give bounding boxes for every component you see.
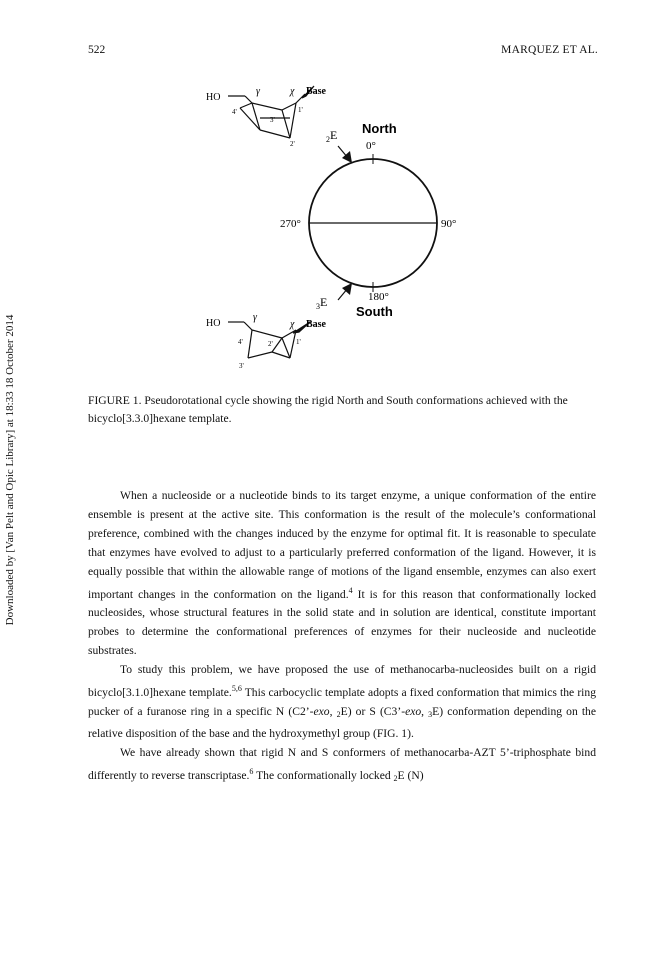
body-text (88, 487, 596, 789)
angle-270-label: 270° (280, 218, 301, 230)
north-base: Base (306, 86, 326, 97)
south-label: South (356, 304, 393, 319)
paragraph-2-text-b: This carbocyclic template adopts a fixed conformation that mimics the ring pucker of a furanose ring in a specific N (C2’- (88, 686, 596, 718)
angle-90-label: 90° (441, 218, 457, 230)
paragraph-2-exo-2: exo (405, 704, 422, 718)
paragraph-1-text-b: It is for this reason that conformationally locked nucleosides, whose structural features in the solid state and in solution are identical, constitute important probes to determine the conformational preferences of enzymes for their nucleoside and nucleotide substrates. (88, 587, 596, 658)
north-pucker-label (326, 128, 337, 144)
paragraph-3 (88, 744, 596, 789)
paragraph-2-text-e: , (421, 704, 429, 718)
south-c2: 2' (268, 340, 273, 348)
north-chi: χ (290, 86, 295, 97)
north-c2: 2' (290, 140, 295, 148)
paragraph-1-ref: 4 (348, 585, 353, 595)
angle-0-label: 0° (366, 140, 376, 152)
paragraph-2-text-d: E) or S (C3’- (340, 704, 406, 718)
south-pucker-label (316, 295, 327, 311)
south-c3: 3' (239, 362, 244, 370)
paragraph-2-sub-2: 3 (428, 709, 433, 719)
north-c4: 4' (232, 108, 237, 116)
paragraph-1 (88, 487, 596, 661)
page-number: 522 (88, 44, 106, 56)
south-arrow (338, 283, 352, 300)
paragraph-1-text-a: When a nucleoside or a nucleotide binds to its target enzyme, a unique conformation of the entire ensemble is present at the active site. This conformation is the result of the molecule’s conformational preference, combined with the changes induced by the enzyme for optimal fit. It is reasonable to speculate that enzymes have evolved to adjust to a particularly preferred conformation of the ligand. However, it is equally possible that within the allowable range of motions of the ligand ensemble, enzymes can also exert important changes in the conformation on the ligand. (88, 489, 596, 601)
north-arrow (338, 146, 352, 163)
paragraph-2 (88, 661, 596, 744)
paragraph-3-ref: 6 (249, 766, 254, 776)
south-pucker-text: $_3$E (316, 295, 328, 311)
paragraph-3-text-b: The conformationally locked (253, 768, 394, 782)
figure-caption: FIGURE 1. Pseudorotational cycle showing the rigid North and South conformations achieved with the bicyclo[3.3.0]hexane template. (88, 394, 568, 425)
north-ho: HO (206, 92, 221, 103)
paragraph-2-text-f: E) conformation depending on the relative disposition of the base and the hydroxymethyl group (FIG. 1). (88, 704, 596, 740)
paragraph-2-text-c: , (329, 704, 337, 718)
north-label: North (362, 121, 397, 136)
paragraph-2-exo-1: exo (313, 704, 330, 718)
north-pucker-text: $_2$E (326, 128, 338, 144)
south-c1: 1' (296, 338, 301, 346)
north-c3: 3' (270, 116, 275, 124)
south-gamma: γ (253, 312, 257, 323)
south-c4: 4' (238, 338, 243, 346)
south-ho: HO (206, 318, 221, 329)
paragraph-3-sub: 2 (393, 773, 398, 783)
north-c1: 1' (298, 106, 303, 114)
angle-180-label: 180° (368, 291, 389, 303)
south-base: Base (306, 319, 326, 330)
north-gamma: γ (256, 86, 260, 97)
paragraph-3-text-c: E (N) (397, 768, 424, 782)
paragraph-2-text-a: To study this problem, we have proposed the use of methanocarba-nucleosides built on a rigid bicyclo[3.1.0]hexane template. (88, 663, 596, 700)
paragraph-2-sub-1: 2 (336, 709, 341, 719)
download-note-text: Downloaded by [Van Pelt and Opic Library] at 18:33 18 October 2014 (4, 314, 16, 626)
paragraph-2-ref: 5,6 (231, 684, 242, 694)
paragraph-3-text-a: We have already shown that rigid N and S conformers of methanocarba-AZT 5’-triphosphate bind differently to reverse transcriptase. (88, 745, 596, 782)
running-head: MARQUEZ ET AL. (501, 44, 598, 56)
south-chi: χ (290, 319, 295, 330)
pseudorotation-figure (0, 0, 672, 390)
